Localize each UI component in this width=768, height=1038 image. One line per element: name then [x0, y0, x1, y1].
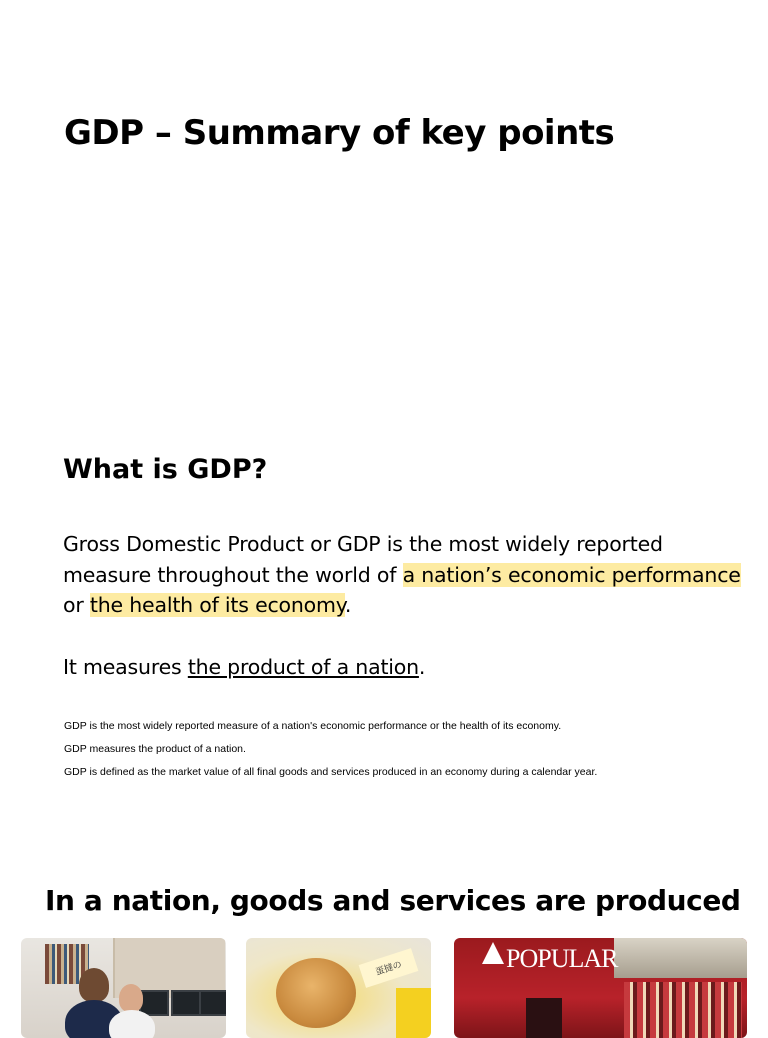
- note-item: GDP is the most widely reported measure of a nation's economic performance or the health of its economy.: [64, 720, 562, 732]
- pastry-shape: [276, 958, 356, 1028]
- person-body-shape: [109, 1010, 155, 1038]
- paper-bag-shape: [396, 988, 431, 1038]
- store-door-shape: [526, 998, 562, 1038]
- what-is-gdp-heading: What is GDP?: [63, 454, 268, 485]
- monitor-shape: [199, 990, 226, 1016]
- office-workers-photo: [21, 938, 226, 1038]
- bakery-label: 蛋撻の: [359, 948, 419, 988]
- store-shelves-shape: [624, 982, 742, 1038]
- gdp-definition-paragraph: [63, 529, 743, 621]
- highlight-economy-health: the health of its economy: [89, 593, 345, 617]
- page-title: GDP – Summary of key points: [64, 113, 615, 153]
- para1-mid: or: [63, 593, 90, 617]
- monitor-shape: [171, 990, 201, 1016]
- person-head-shape: [119, 984, 143, 1012]
- store-ceiling-shape: [614, 938, 747, 978]
- highlight-economic-performance: a nation’s economic performance: [402, 562, 741, 587]
- bookstore-photo: [454, 938, 747, 1038]
- person-head-shape: [79, 968, 109, 1002]
- note-item: GDP measures the product of a nation.: [64, 743, 246, 755]
- para1-pre: Gross Domestic Product or GDP is the most widely reported measure throughout the world of: [63, 532, 663, 587]
- underlined-product-of-nation: the product of a nation: [187, 655, 419, 679]
- pastry-photo: [246, 938, 431, 1038]
- note-item: GDP is defined as the market value of all final goods and services produced in an economy during a calendar year.: [64, 766, 598, 778]
- summary-notes-list: [64, 718, 597, 787]
- store-brand-sign: POPULAR: [506, 944, 618, 973]
- para1-post: .: [344, 593, 352, 617]
- para2-pre: It measures: [63, 655, 188, 679]
- gdp-measures-paragraph: [63, 652, 425, 682]
- store-logo-icon: [482, 942, 504, 964]
- para2-post: .: [418, 655, 426, 679]
- goods-services-heading: In a nation, goods and services are produced: [45, 884, 741, 917]
